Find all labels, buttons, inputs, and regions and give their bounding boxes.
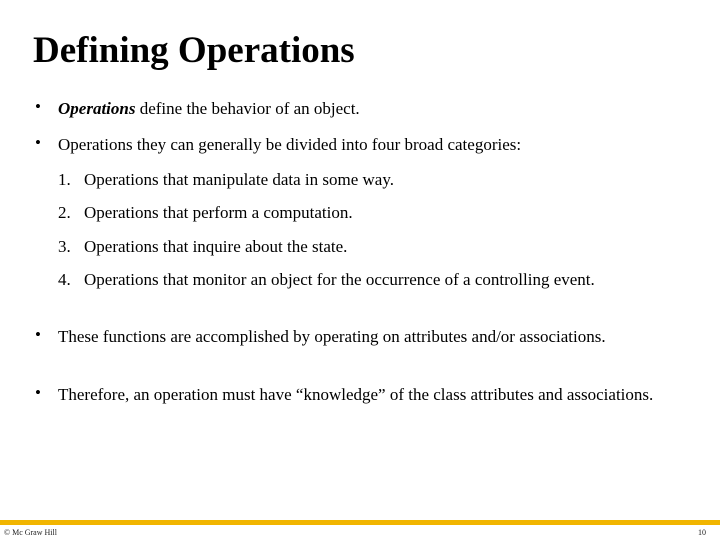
item-number: 1. [58, 170, 71, 189]
item-number: 4. [58, 270, 71, 289]
footer-accent-bar [0, 520, 720, 525]
slide-title: Defining Operations [33, 30, 355, 71]
bullet-text [58, 98, 655, 120]
bullet-marker: • [35, 383, 41, 402]
bullet-text: These functions are accomplished by operating on attributes and/or associations. [58, 327, 606, 346]
item-number: 3. [58, 237, 71, 256]
bullet-marker: • [35, 133, 41, 152]
bullet-text: Operations they can generally be divided into four broad categories: [58, 135, 522, 154]
item-text: Operations that perform a computation. [84, 203, 353, 222]
emphasized-term: Operations [58, 99, 136, 118]
copyright-notice: © Mc Graw Hill [4, 528, 57, 537]
numbered-item [58, 202, 658, 224]
bullet-text-rest: define the behavior of an object. [135, 99, 360, 118]
item-text: Operations that manipulate data in some way. [84, 170, 395, 189]
item-number: 2. [58, 203, 71, 222]
bullet-item [35, 134, 655, 156]
bullet-marker: • [35, 97, 41, 116]
numbered-item [58, 269, 648, 291]
bullet-text: Therefore, an operation must have “knowledge” of the class attributes and associations. [58, 385, 654, 404]
bullet-item [35, 98, 655, 120]
page-number: 10 [698, 528, 706, 537]
numbered-item [58, 236, 658, 258]
numbered-item [58, 169, 658, 191]
item-text: Operations that monitor an object for the occurrence of a controlling event. [84, 270, 595, 289]
bullet-marker: • [35, 325, 41, 344]
bullet-item [35, 326, 615, 348]
bullet-item [35, 384, 675, 406]
item-text: Operations that inquire about the state. [84, 237, 348, 256]
